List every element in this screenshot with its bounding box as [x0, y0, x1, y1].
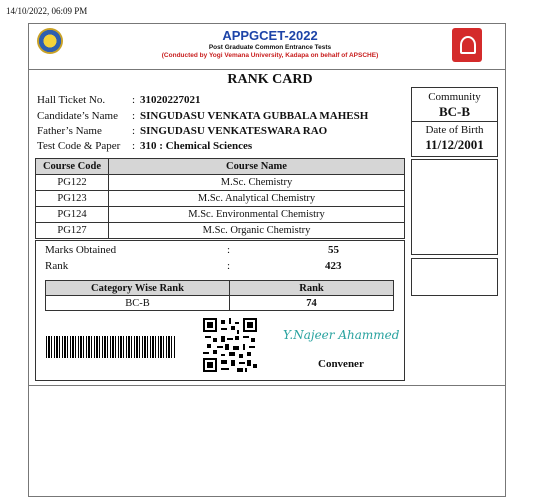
category-rank-header: Rank: [230, 281, 394, 296]
marks-value: 55: [328, 244, 339, 256]
hall-ticket-value: 31020227021: [140, 94, 201, 106]
test-code-label: Test Code & Paper: [37, 140, 121, 152]
qr-code-icon: [203, 318, 257, 372]
convener-signature: Y.Najeer Ahammed: [283, 328, 400, 342]
test-code-value: 310 : Chemical Sciences: [140, 140, 253, 152]
table-row: [36, 175, 405, 191]
photo-box: [411, 159, 498, 255]
apsche-emblem-icon: [460, 36, 476, 54]
community-value: BC-B: [438, 104, 471, 119]
card-title: RANK CARD: [227, 72, 313, 87]
colon: :: [132, 140, 136, 152]
course-name-header: Course Name: [109, 159, 405, 175]
course-name: M.Sc. Chemistry: [109, 175, 405, 191]
course-code-header: Course Code: [36, 159, 109, 175]
colon: :: [132, 125, 136, 137]
course-code: PG124: [36, 207, 109, 223]
course-name: M.Sc. Analytical Chemistry: [109, 191, 405, 207]
print-timestamp: 14/10/2022, 06:09 PM: [6, 6, 88, 16]
divider: [411, 121, 498, 122]
course-code: PG127: [36, 223, 109, 239]
category-value: BC-B: [46, 296, 230, 311]
barcode-icon: [46, 336, 176, 358]
colon: :: [227, 244, 231, 256]
course-table: [35, 158, 405, 239]
father-name-label: Father’s Name: [37, 125, 102, 137]
marks-label: Marks Obtained: [45, 244, 117, 256]
convener-label: Convener: [318, 358, 364, 370]
course-name: M.Sc. Organic Chemistry: [109, 223, 405, 239]
divider: [28, 385, 506, 386]
category-rank-table: [45, 280, 394, 311]
rank-value: 423: [325, 260, 342, 272]
rank-label: Rank: [45, 260, 69, 272]
signature-box: [411, 258, 498, 296]
table-row: [36, 191, 405, 207]
course-code: PG122: [36, 175, 109, 191]
colon: :: [132, 94, 136, 106]
father-name-value: SINGUDASU VENKATESWARA RAO: [140, 125, 328, 137]
dob-value: 11/12/2001: [425, 137, 484, 152]
candidate-name-label: Candidate’s Name: [37, 110, 118, 122]
exam-title: APPGCET-2022: [222, 28, 318, 43]
category-header: Category Wise Rank: [46, 281, 230, 296]
university-logo-icon: [37, 28, 63, 54]
colon: :: [227, 260, 231, 272]
course-code: PG123: [36, 191, 109, 207]
table-row: [46, 296, 394, 311]
candidate-name-value: SINGUDASU VENKATA GUBBALA MAHESH: [140, 110, 369, 122]
community-label: Community: [428, 91, 481, 103]
dob-label: Date of Birth: [425, 124, 484, 136]
exam-subtitle: Post Graduate Common Entrance Tests: [208, 44, 332, 51]
table-row: [36, 207, 405, 223]
colon: :: [132, 110, 136, 122]
category-rank-value: 74: [230, 296, 394, 311]
course-name: M.Sc. Environmental Chemistry: [109, 207, 405, 223]
conducted-by: (Conducted by Yogi Vemana University, Kadapa on behalf of APSCHE): [161, 52, 379, 59]
table-row: [36, 223, 405, 239]
hall-ticket-label: Hall Ticket No.: [37, 94, 106, 106]
